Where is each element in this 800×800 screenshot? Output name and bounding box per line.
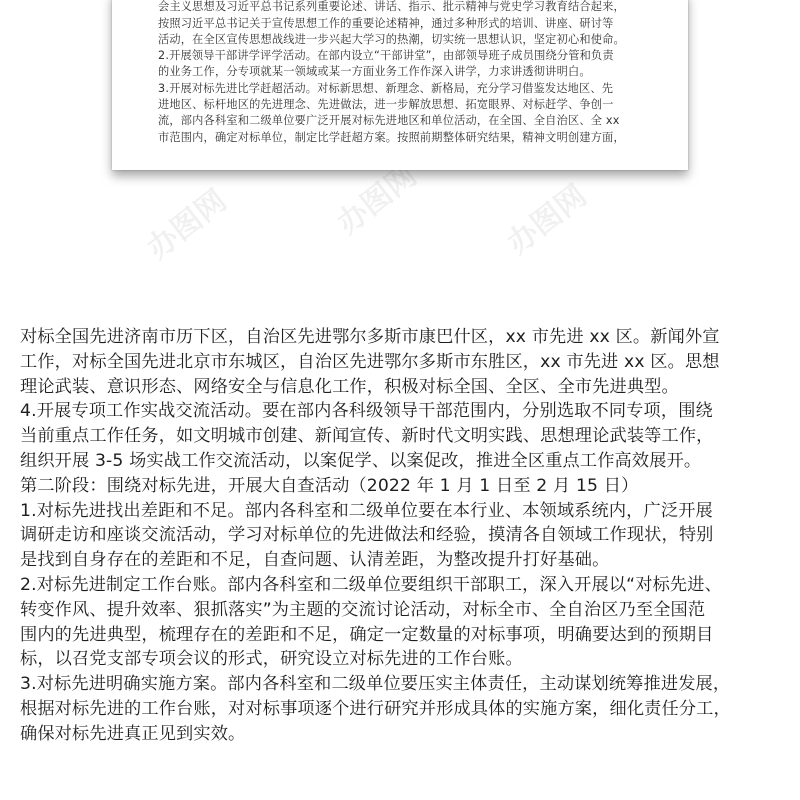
preview-line: 活动，在全区宣传思想战线进一步兴起大学习的热潮，切实统一思想认识，坚定初心和使命。	[158, 32, 625, 46]
document-preview-card	[112, 0, 688, 170]
body-line: 当前重点工作任务，如文明城市创建、新闻宣传、新时代文明实践、思想理论武装等工作，	[20, 426, 714, 447]
body-line: 根据对标先进的工作台账，对对标事项逐个进行研究并形成具体的实施方案，细化责任分工，	[20, 698, 731, 719]
document-body	[20, 325, 788, 747]
preview-line: 进地区、标杆地区的先进理念、先进做法，进一步解放思想、拓宽眼界、对标赶学、争创一	[158, 98, 614, 112]
body-line: 是找到自身存在的差距和不足，自查问题、认清差距，为整改提升打好基础。	[20, 550, 610, 571]
body-line: 组织开展 3-5 场实战工作交流活动，以案促学、以案促改，推进全区重点工作高效展开。	[20, 450, 702, 471]
document-preview-text	[158, 0, 652, 146]
body-line: 转变作风、提升效率、狠抓落实”为主题的交流讨论活动，对标全市、全自治区乃至全国范	[20, 599, 706, 620]
body-line: 2.对标先进制定工作台账。部内各科室和二级单位要组织干部职工，深入开展以“对标先进、	[20, 574, 722, 595]
preview-area	[0, 0, 800, 318]
preview-line: 3.开展对标先进比学赶超活动。对标新思想、新理念、新格局，充分学习借鉴发达地区、先	[158, 81, 614, 95]
body-line: 围内的先进典型，梳理存在的差距和不足，确定一定数量的对标事项，明确要达到的预期目	[20, 624, 714, 645]
preview-line: 的业务工作，分专项就某一领域或某一方面业务工作作深入讲学，力求讲透彻讲明白。	[158, 65, 591, 79]
section-heading: 第二阶段：围绕对标先进，开展大自查活动（2022 年 1 月 1 日至 2 月 15 日）	[20, 475, 639, 496]
preview-line: 按照习近平总书记关于宣传思想工作的重要论述精神，通过多种形式的培训、讲座、研讨等	[158, 16, 614, 30]
body-line: 标，以召党支部专项会议的形式，研究设立对标先进的工作台账。	[20, 649, 523, 670]
body-line: 1.对标先进找出差距和不足。部内各科室和二级单位要在本行业、本领域系统内，广泛开展	[20, 500, 713, 521]
body-line: 4.开展专项工作实战交流活动。要在部内各科级领导干部范围内，分别选取不同专项，围绕	[20, 401, 713, 422]
body-line: 调研走访和座谈交流活动，学习对标单位的先进做法和经验，摸清各自领域工作现状，特别	[20, 525, 714, 546]
watermark: 办图网	[500, 178, 594, 262]
preview-line: 市范围内，确定对标单位，制定比学赶超方案。按照前期整体研究结果，精神文明创建方面，	[158, 130, 625, 144]
body-line: 3.对标先进明确实施方案。部内各科室和二级单位要压实主体责任，主动谋划统筹推进发展，	[20, 674, 731, 695]
watermark: 办图网	[140, 183, 234, 267]
preview-line: 2.开展领导干部讲学评学活动。在部内设立“干部讲堂”，由部领导班子成员围绕分管和负责	[158, 49, 614, 63]
watermark: 办图网	[330, 158, 424, 242]
body-line: 工作，对标全国先进北京市东城区，自治区先进鄂尔多斯市东胜区，xx 市先进 xx 区。思想	[20, 351, 720, 372]
preview-line: 流，部内各科室和二级单位要广泛开展对标先进地区和单位活动，在全国、全自治区、全 xx	[158, 114, 620, 128]
body-line: 确保对标先进真正见到实效。	[20, 723, 246, 744]
body-line: 对标全国先进济南市历下区，自治区先进鄂尔多斯市康巴什区，xx 市先进 xx 区。新闻外宣	[20, 327, 720, 347]
body-line: 理论武装、意识形态、网络安全与信息化工作，积极对标全国、全区、全市先进典型。	[20, 376, 679, 397]
preview-line: 会主义思想及习近平总书记系列重要论述、讲话、指示、批示精神与党史学习教育结合起来，	[158, 0, 625, 14]
